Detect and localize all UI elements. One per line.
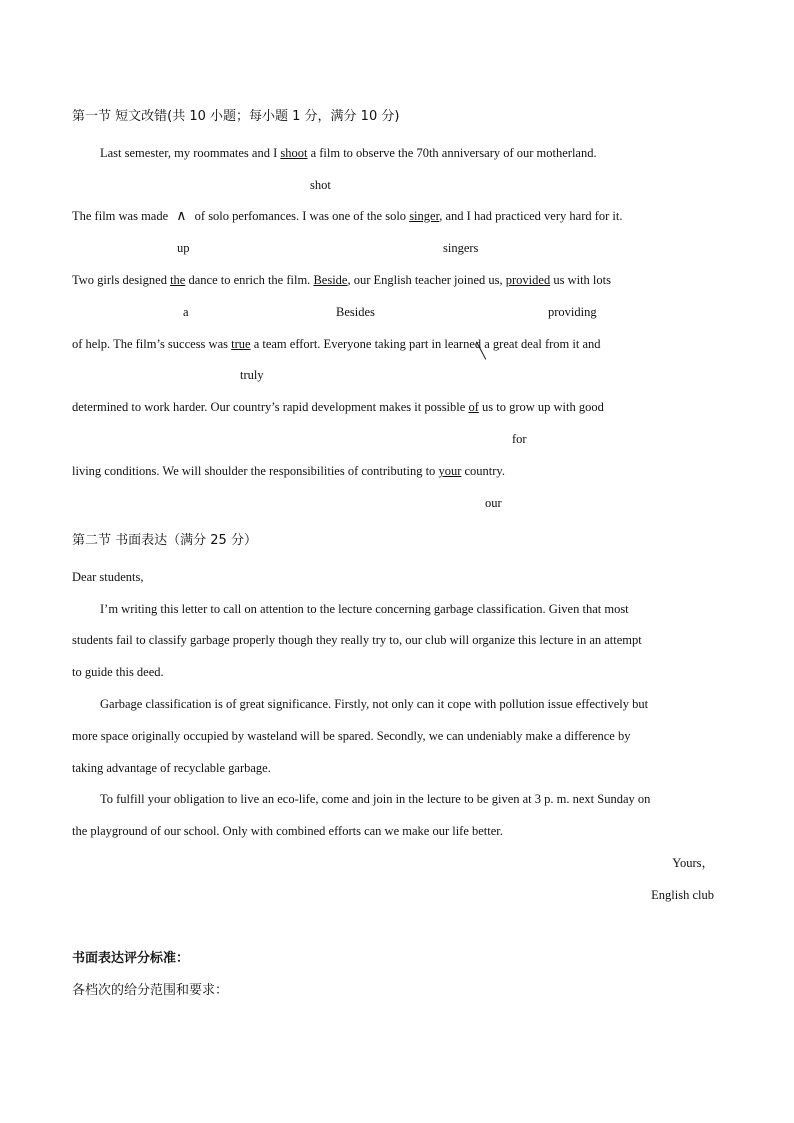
paragraph-1-line-1: I’m writing this letter to call on attention to the lecture concerning garbage classification. Given that most (100, 602, 629, 616)
text: determined to work harder. Our country’s rapid development makes it possible (72, 400, 469, 414)
text: The film was made (72, 209, 172, 223)
text: Last semester, my roommates and I (100, 146, 281, 160)
correction-line-3 (72, 272, 611, 288)
correction-line-4 (72, 336, 601, 352)
correction-line-1 (100, 145, 597, 161)
letter-greeting: Dear students, (72, 570, 144, 584)
paragraph-1-line-3: to guide this deed. (72, 665, 164, 679)
text: Two girls designed (72, 273, 171, 287)
text: us with lots (550, 273, 611, 287)
paragraph-3-line-1: To fulfill your obligation to live an eco-life, come and join in the lecture to be given at 3 p. m. next Sunday on (100, 792, 651, 806)
correction-singers: singers (443, 241, 479, 255)
text: of help. The film’s success was (72, 337, 232, 351)
error-word: shoot (280, 146, 308, 160)
correction-up: up (177, 241, 190, 255)
text: , and I had practiced very hard for it. (439, 209, 623, 223)
text: country. (461, 464, 505, 478)
paragraph-2-line-2: more space originally occupied by wasteland will be spared. Secondly, we can undeniably make a difference by (72, 729, 631, 743)
letter-signature: English club (651, 888, 714, 902)
text: us to grow up with good (478, 400, 604, 414)
error-word: of (468, 400, 479, 414)
correction-for: for (512, 432, 527, 446)
criteria-subtitle: 各档次的给分范围和要求： (72, 983, 229, 998)
criteria-title: 书面表达评分标准： (72, 951, 190, 966)
text: dance to enrich the film. (185, 273, 314, 287)
text: a team effort. Everyone taking part in learned a great deal from it and (250, 337, 601, 351)
insert-caret-icon: ∧ (176, 208, 187, 224)
paragraph-2-line-1: Garbage classification is of great significance. Firstly, not only can it cope with pollution issue effectively but (100, 697, 649, 711)
text: a film to observe the 70th anniversary of our motherland. (307, 146, 597, 160)
error-word: singer (409, 209, 440, 223)
correction-line-2 (72, 208, 623, 224)
section1-heading: 第一节 短文改错(共 10 小题；每小题 1 分，满分 10 分) (72, 109, 400, 124)
correction-shot: shot (310, 178, 331, 192)
correction-our: our (485, 496, 502, 510)
paragraph-3-line-2: the playground of our school. Only with combined efforts can we make our life better. (72, 824, 503, 838)
paragraph-1-line-2: students fail to classify garbage properly though they really try to, our club will organize this lecture in an attempt (72, 633, 642, 647)
correction-besides: Besides (336, 305, 375, 319)
text: living conditions. We will shoulder the responsibilities of contributing to (72, 464, 439, 478)
error-word: your (438, 464, 462, 478)
correction-line-5 (72, 399, 604, 415)
section2-heading: 第二节 书面表达（满分 25 分） (72, 533, 257, 548)
error-word: the (170, 273, 186, 287)
paragraph-2-line-3: taking advantage of recyclable garbage. (72, 761, 271, 775)
text: , our English teacher joined us, (347, 273, 506, 287)
error-word: Beside (313, 273, 348, 287)
error-word: provided (505, 273, 551, 287)
letter-closing: Yours， (672, 856, 714, 870)
text: of solo perfomances. I was one of the solo (191, 209, 410, 223)
correction-a: a (183, 305, 189, 319)
error-word: true (231, 337, 251, 351)
correction-truly: truly (240, 368, 264, 382)
correction-providing: providing (548, 305, 597, 319)
correction-line-6 (72, 463, 505, 479)
